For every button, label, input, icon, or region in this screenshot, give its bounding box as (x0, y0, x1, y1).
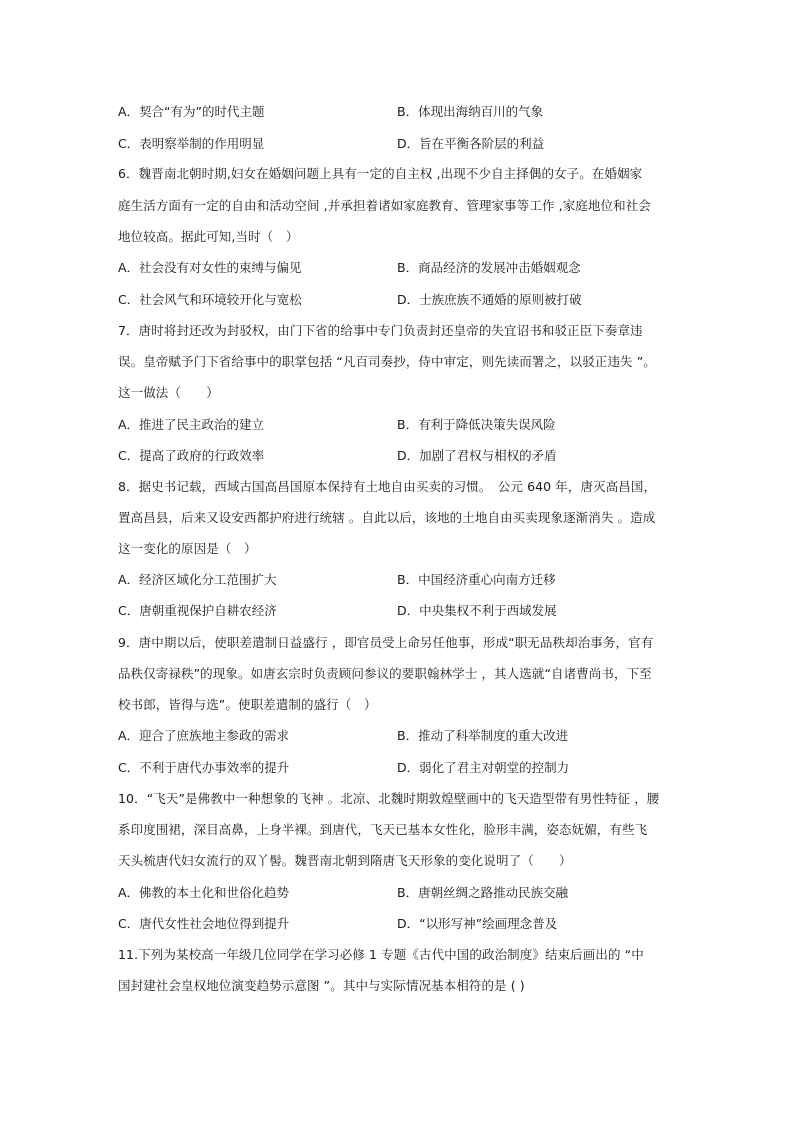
q7-option-d: D．加剧了君权与相权的矛盾 (397, 448, 557, 463)
q8-stem-line-1: 8．据史书记载，西域古国高昌国原本保持有土地自由买卖的习惯。 公元 640 年，唐灭高昌国， (118, 479, 657, 494)
q6-option-c: C．社会风气和环境较开化与宽松 (118, 292, 302, 307)
q10-stem-line-1: 10．“飞天”是佛教中一种想象的飞神 。北凉、北魏时期敦煌壁画中的飞天造型带有男性特征 ，腰 (118, 791, 660, 806)
q6-option-d: D．士族庶族不通婚的原则被打破 (397, 292, 582, 307)
q8-option-b: B．中国经济重心向南方迁移 (397, 572, 556, 587)
q10-option-b: B．唐朝丝绸之路推动民族交融 (397, 885, 569, 900)
q9-option-d: D．弱化了君主对朝堂的控制力 (397, 760, 570, 775)
q8-stem-line-3: 这一变化的原因是（ ） (118, 541, 257, 556)
q5-option-b: B．体现出海纳百川的气象 (397, 104, 544, 119)
q5-option-c: C．表明察举制的作用明显 (118, 136, 265, 151)
q9-option-a: A．迎合了庶族地主参政的需求 (118, 728, 290, 743)
q8-stem-line-2: 置高昌县，后来又设安西都护府进行统辖 。自此以后，该地的土地自由买卖现象逐渐消失 。造成 (118, 510, 656, 525)
q7-option-a: A．推进了民主政治的建立 (118, 417, 265, 432)
q8-option-a: A．经济区域化分工范围扩大 (118, 572, 277, 587)
q7-stem-line-1: 7．唐时将封还改为封驳权，由门下省的给事中专门负责封还皇帝的失宜诏书和驳正臣下奏章违 (118, 323, 643, 338)
q9-stem-line-2: 品秩仅寄禄秩”的现象。如唐玄宗时负责顾问参议的要职翰林学士 ，其人选就“自诸曹尚书，下至 (118, 666, 652, 681)
q9-option-b: B．推动了科举制度的重大改进 (397, 728, 569, 743)
q7-option-c: C．提高了政府的行政效率 (118, 448, 265, 463)
q9-option-c: C．不利于唐代办事效率的提升 (118, 760, 290, 775)
q5-option-d: D．旨在平衡各阶层的利益 (397, 136, 545, 151)
q11-stem-line-2: 国封建社会皇权地位演变趋势示意图 ”。其中与实际情况基本相符的是 ( ) (118, 978, 525, 993)
q8-option-d: D．中央集权不利于西域发展 (397, 603, 557, 618)
q6-stem-line-3: 地位较高。据此可知,当时（ ） (118, 229, 299, 244)
q6-stem-line-1: 6．魏晋南北朝时期,妇女在婚姻问题上具有一定的自主权 ,出现不少自主择偶的女子。在婚姻家 (118, 166, 643, 181)
q7-option-b: B．有利于降低决策失误风险 (397, 417, 556, 432)
q10-stem-line-2: 系印度围裙，深目高鼻，上身半裸。到唐代，飞天已基本女性化，脸形丰满，姿态妩媚，有些飞 (118, 822, 648, 837)
q7-stem-line-3: 这一做法（ ） (118, 385, 219, 400)
q10-option-d: D．“以形写神”绘画理念普及 (397, 916, 558, 931)
q10-option-a: A．佛教的本土化和世俗化趋势 (118, 885, 290, 900)
q9-stem-line-3: 校书郎，皆得与选”。使职差遣制的盛行（ ） (118, 697, 377, 712)
q7-stem-line-2: 误。皇帝赋予门下省给事中的职掌包括 “凡百司奏抄，侍中审定，则先读而署之，以驳正违失 ”。 (118, 354, 656, 369)
q11-stem-line-1: 11.下列为某校高一年级几位同学在学习必修 1 专题《古代中国的政治制度》结束后画出的 “中 (118, 947, 644, 962)
q6-stem-line-2: 庭生活方面有一定的自由和活动空间 ,并承担着诸如家庭教育、管理家事等工作 ,家庭地位和社会 (118, 198, 651, 213)
q10-stem-line-3: 天头梳唐代妇女流行的双丫髻。魏晋南北朝到隋唐飞天形象的变化说明了（ ） (118, 853, 572, 868)
q6-option-a: A．社会没有对女性的束缚与偏见 (118, 260, 302, 275)
q6-option-b: B．商品经济的发展冲击婚姻观念 (397, 260, 581, 275)
q8-option-c: C．唐朝重视保护自耕农经济 (118, 603, 277, 618)
q9-stem-line-1: 9．唐中期以后，使职差遣制日益盛行 ，即官员受上命另任他事，形成“职无品秩却治事务，官有 (118, 635, 654, 650)
q5-option-a: A．契合“有为”的时代主题 (118, 104, 265, 119)
q10-option-c: C．唐代女性社会地位得到提升 (118, 916, 290, 931)
